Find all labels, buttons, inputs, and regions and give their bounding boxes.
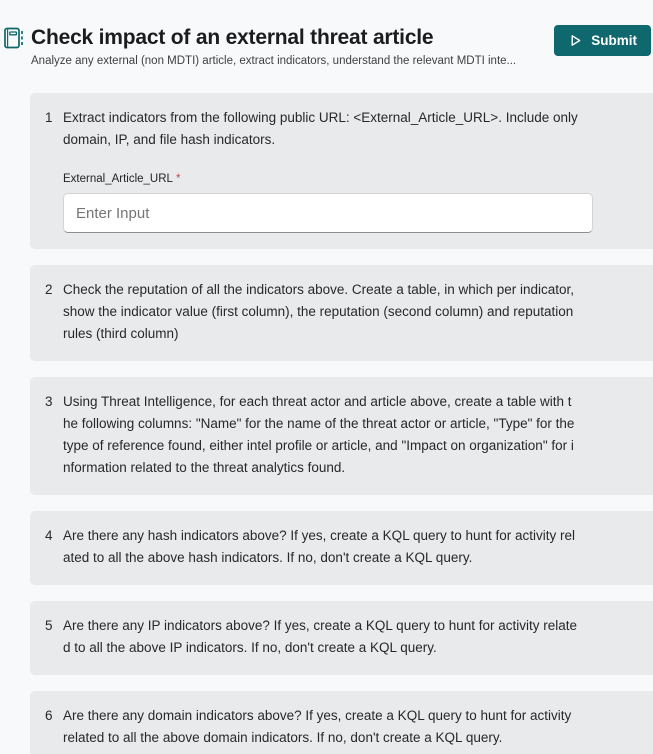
step-number: 5	[45, 618, 53, 633]
step-body	[63, 107, 653, 233]
step-body	[63, 391, 653, 479]
step-number: 6	[45, 708, 53, 723]
input-label: External_Article_URL	[63, 173, 173, 185]
article-url-input[interactable]	[63, 193, 593, 233]
submit-button-label: Submit	[591, 33, 637, 48]
steps-list	[30, 93, 653, 754]
step-prompt-text: Are there any domain indicators above? If yes, create a KQL query to hunt for activity related to all the above domain indicators. If no, don't create a KQL query.	[63, 708, 572, 745]
input-label-row	[63, 169, 593, 187]
step-prompt-text: Extract indicators from the following public URL: <External_Article_URL>. Include only domain, IP, and file hash indicators.	[63, 110, 578, 147]
page-title: Check impact of an external threat article	[31, 26, 434, 49]
step-card	[30, 377, 653, 495]
step-card	[30, 691, 653, 754]
step-card	[30, 265, 653, 361]
page-subtitle: Analyze any external (non MDTI) article, extract indicators, understand the relevant MDTI inte...	[31, 55, 517, 67]
play-icon	[568, 33, 583, 48]
step-number: 1	[45, 110, 53, 125]
step-number: 3	[45, 394, 53, 409]
promptbook-header	[0, 0, 653, 69]
step-number: 2	[45, 282, 53, 297]
step-prompt-text: Are there any IP indicators above? If yes, create a KQL query to hunt for activity related to all the above IP indicators. If no, don't create a KQL query.	[63, 618, 578, 655]
step-prompt-text: Check the reputation of all the indicators above. Create a table, in which per indicator, show the indicator value (first column), the reputation (second column) and reputation rules (third column)	[63, 282, 575, 341]
step-card	[30, 601, 653, 675]
step-body	[63, 615, 653, 659]
step-prompt-text: Using Threat Intelligence, for each threat actor and article above, create a table with the following columns: "Name" for the name of the threat actor or article, "Type" for the type of reference found, either intel profile or article, and "Impact on organization" for information related to the threat analytics found.	[63, 394, 575, 475]
step-number: 4	[45, 528, 53, 543]
step-input-field	[63, 169, 593, 233]
submit-button[interactable]	[554, 25, 651, 56]
step-card	[30, 93, 653, 249]
step-body	[63, 525, 653, 569]
step-prompt-text: Are there any hash indicators above? If yes, create a KQL query to hunt for activity related to all the above hash indicators. If no, don't create a KQL query.	[63, 528, 576, 565]
promptbook-notebook-icon	[4, 27, 24, 50]
step-body	[63, 279, 653, 345]
required-asterisk: *	[175, 173, 181, 185]
step-card	[30, 511, 653, 585]
step-body	[63, 705, 653, 749]
